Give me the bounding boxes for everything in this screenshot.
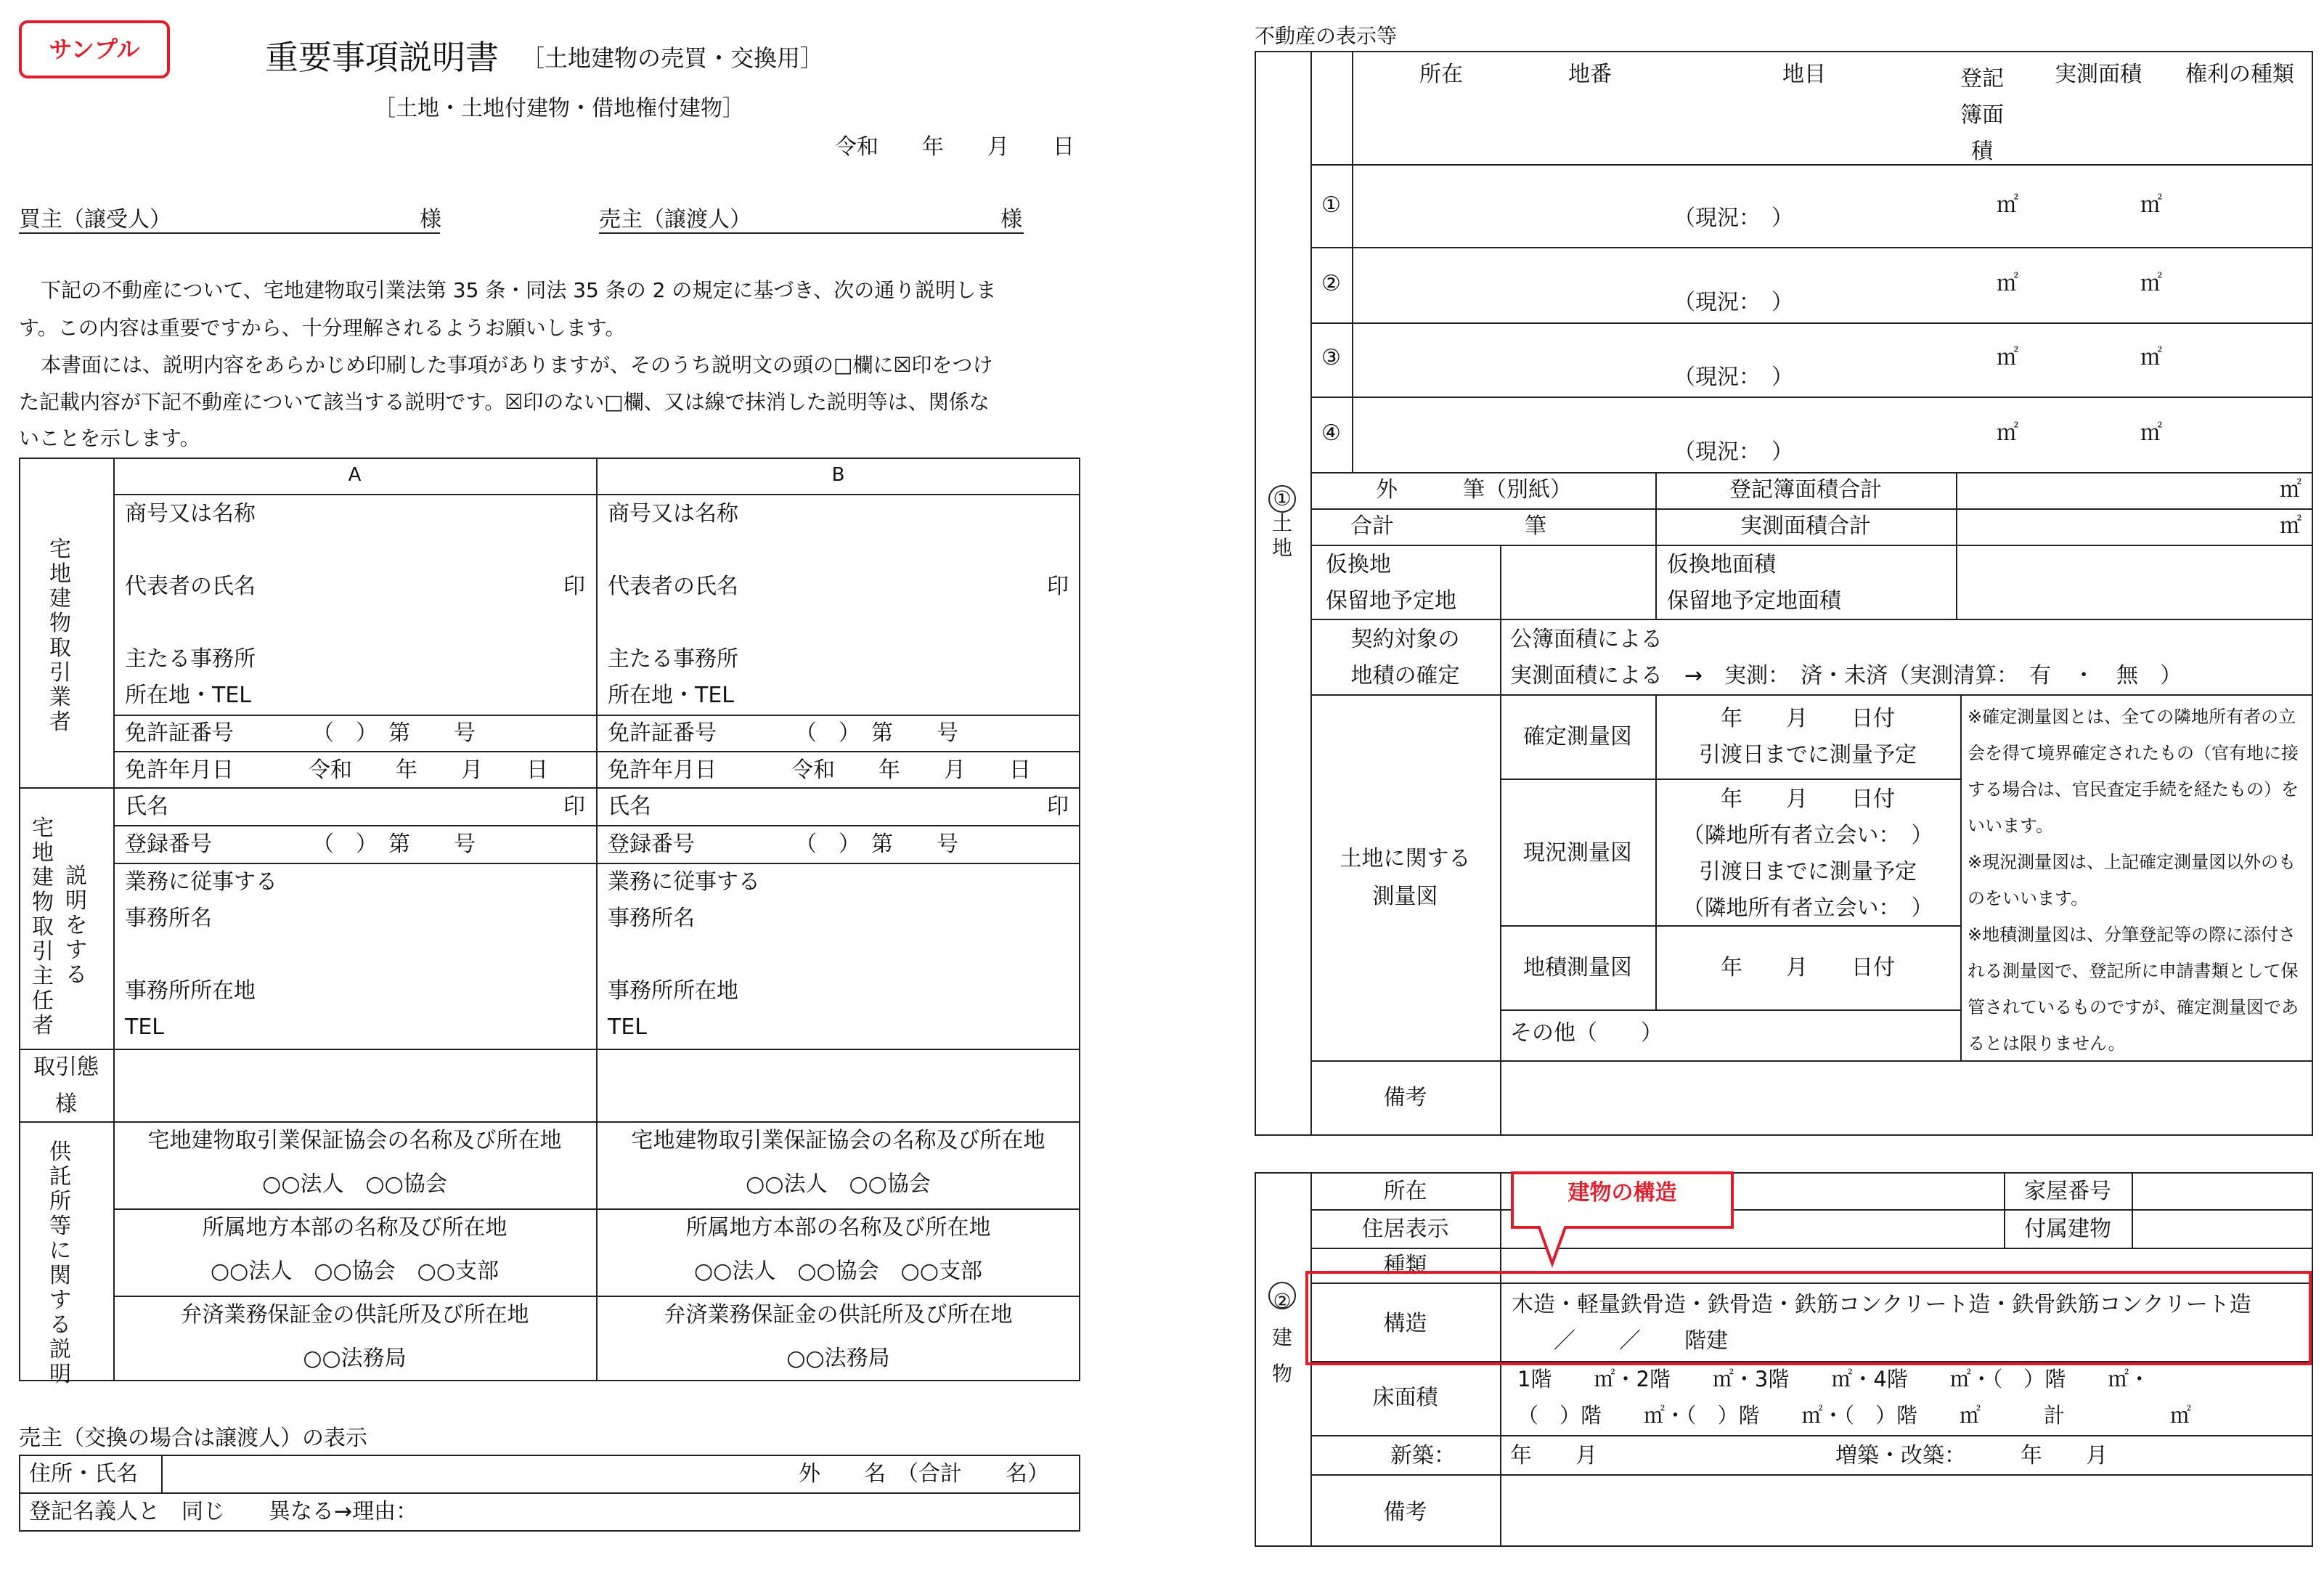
- b-deposit-name: 弁済業務保証金の供託所及び所在地: [664, 1302, 1013, 1328]
- building-structure: 構造: [1383, 1311, 1427, 1336]
- land-row-3-sqm-b: ㎡: [2140, 345, 2162, 370]
- land-section: ①土地: [1271, 487, 1292, 560]
- land-row-3-sqm-a: ㎡: [1997, 345, 2018, 370]
- building-structure-value: 木造・軽量鉄骨造・鉄骨造・鉄筋コンクリート造・鉄骨鉄筋コンクリート造: [1512, 1292, 2251, 1317]
- building-remarks: 備考: [1383, 1500, 1427, 1525]
- b-assoc-name: 宅地建物取引業保証協会の名称及び所在地: [631, 1128, 1045, 1153]
- a-office-address: 事務所所在地: [125, 978, 256, 1004]
- b-license-no-fmt: （ ） 第 号: [795, 720, 958, 746]
- survey-current: 現況測量図: [1523, 840, 1632, 866]
- seller-count: 外 名 （合計 名）: [799, 1461, 1049, 1487]
- land-col-measured: 実測面積: [2055, 62, 2142, 87]
- building-type: 種類: [1383, 1253, 1427, 1278]
- land-row-1-sqm-a: ㎡: [1997, 192, 2018, 218]
- a-branch-name: 所属地方本部の名称及び所在地: [202, 1215, 507, 1240]
- seller-display-heading: 売主（交換の場合は譲渡人）の表示: [19, 1426, 367, 1451]
- land-col-category: 地目: [1782, 62, 1826, 87]
- building-floor-line-1: 1階 ㎡・2階 ㎡・3階 ㎡・4階 ㎡・（ ）階 ㎡・: [1517, 1367, 2150, 1391]
- building-floors-value: ／ ／ 階建: [1554, 1328, 1728, 1354]
- page-title-sub: ［土地建物の売買・交換用］: [521, 44, 824, 72]
- land-survey-label-b: 測量図: [1372, 884, 1438, 909]
- a-license-date-fmt: 令和 年 月 日: [309, 757, 548, 783]
- land-row-3: ③: [1321, 345, 1341, 370]
- land-row-2: ②: [1321, 271, 1341, 296]
- a-tel: TEL: [125, 1015, 164, 1040]
- callout-label: 建物の構造: [1567, 1180, 1677, 1206]
- survey-cadastral-date: 年 月 日付: [1721, 955, 1895, 980]
- a-office: 主たる事務所: [125, 646, 256, 672]
- document-date: 令和 年 月 日: [835, 134, 1075, 160]
- page-title: 重要事項説明書: [265, 38, 499, 77]
- land-measured-total: 実測面積合計: [1740, 513, 1871, 539]
- a-assoc-val: ○○法人 ○○協会: [262, 1171, 447, 1197]
- land-total: 合計 筆: [1350, 513, 1546, 539]
- building-annex: 付属建物: [2024, 1216, 2111, 1242]
- a-trade-name: 商号又は名称: [125, 501, 256, 527]
- survey-note-3: ※地積測量図は、分筆登記等の際に添付される測量図で、登記所に申請書類として保管されているものですが、確定測量図であるとは限りません。: [1968, 924, 2299, 1054]
- survey-current-neighbor-2: （隣地所有者立会い： ）: [1682, 895, 1933, 921]
- b-name-seal: 印: [1047, 794, 1069, 819]
- b-branch-name: 所属地方本部の名称及び所在地: [685, 1215, 991, 1240]
- b-license-date: 免許年月日: [608, 757, 717, 783]
- land-row-4: ④: [1321, 420, 1341, 446]
- land-contract-label-b: 地積の確定: [1350, 663, 1460, 688]
- a-name: 氏名: [125, 794, 168, 819]
- land-row-1-current: （現況： ）: [1673, 206, 1793, 231]
- land-registry-total: 登記簿面積合計: [1729, 477, 1882, 503]
- b-license-no: 免許証番号: [608, 720, 717, 746]
- page-subtitle: ［土地・土地付建物・借地権付建物］: [374, 96, 744, 121]
- a-working: 業務に従事する: [125, 869, 277, 895]
- seller-registered: 登記名義人と 同じ 異なる→理由：: [29, 1499, 418, 1524]
- building-residence: 住居表示: [1361, 1216, 1449, 1242]
- survey-current-date: 年 月 日付: [1721, 786, 1895, 812]
- land-row-4-sqm-b: ㎡: [2140, 420, 2162, 446]
- intro-line-4: た記載内容が下記不動産について該当する説明です。☒印のない□欄、又は線で抹消した説明等は、関係な: [19, 390, 990, 414]
- a-rep-name: 代表者の氏名: [125, 574, 256, 599]
- a-deposit-val: ○○法務局: [303, 1346, 407, 1371]
- a-reg-no: 登録番号: [125, 832, 212, 857]
- land-provisional: 仮換地: [1326, 552, 1391, 577]
- b-office-address: 事務所所在地: [608, 978, 738, 1004]
- b-trade-name: 商号又は名称: [608, 501, 738, 527]
- col-b-header: B: [831, 464, 845, 486]
- col-a-header: A: [348, 464, 362, 486]
- survey-confirmed-planned: 引渡日までに測量予定: [1699, 742, 1917, 768]
- a-license-date: 免許年月日: [125, 757, 234, 783]
- building-extension: 増築・改築： 年 月: [1835, 1443, 2108, 1468]
- property-heading: 不動産の表示等: [1255, 24, 1398, 48]
- a-license-no-fmt: （ ） 第 号: [312, 720, 476, 746]
- seller-label: 売主（譲渡人）: [599, 207, 751, 232]
- deal-type-label-b: 様: [55, 1092, 77, 1117]
- b-deposit-val: ○○法務局: [786, 1346, 890, 1371]
- b-rep-name: 代表者の氏名: [608, 574, 738, 599]
- land-remarks: 備考: [1383, 1085, 1427, 1110]
- section-manager: 宅地建物取引主任者: [32, 816, 54, 1038]
- survey-confirmed: 確定測量図: [1523, 724, 1632, 749]
- survey-note-2: ※現況測量図は、上記確定測量図以外のものをいいます。: [1968, 852, 2296, 909]
- a-license-no: 免許証番号: [125, 720, 234, 746]
- land-row-1: ①: [1321, 192, 1341, 218]
- intro-line-1: 下記の不動産について、宅地建物取引業法第 35 条・同法 35 条の 2 の規定に基づき、次の通り説明しま: [41, 278, 997, 302]
- b-working: 業務に従事する: [608, 869, 760, 895]
- b-assoc-val: ○○法人 ○○協会: [746, 1171, 931, 1197]
- land-contract-label-a: 契約対象の: [1350, 627, 1460, 652]
- b-rep-seal: 印: [1047, 574, 1069, 599]
- intro-line-3: 本書面には、説明内容をあらかじめ印刷した事項がありますが、そのうち説明文の頭の□欄に☒印をつけ: [41, 353, 993, 377]
- land-col-rights: 権利の種類: [2185, 62, 2294, 87]
- b-address-tel: 所在地・TEL: [608, 683, 734, 708]
- a-office-name: 事務所名: [125, 906, 212, 931]
- building-section: ②建物: [1271, 1289, 1292, 1386]
- land-reserved: 保留地予定地: [1326, 588, 1456, 614]
- land-col-lot: 地番: [1568, 62, 1612, 87]
- section-manager-explain: 説明をする: [65, 863, 87, 988]
- buyer-label: 買主（譲受人）: [19, 207, 171, 232]
- intro-line-2: す。この内容は重要ですから、十分理解されるようお願いします。: [19, 316, 626, 340]
- buyer-sama: 様: [420, 207, 441, 232]
- land-row-2-sqm-b: ㎡: [2140, 271, 2162, 296]
- a-reg-no-fmt: （ ） 第 号: [312, 832, 476, 857]
- land-col-location: 所在: [1419, 62, 1463, 87]
- land-by-measured: 実測面積による → 実測： 済・未済（実測清算： 有 ・ 無 ）: [1510, 663, 2182, 688]
- land-others: 外 筆（別紙）: [1376, 477, 1572, 503]
- building-floor-area: 床面積: [1372, 1385, 1438, 1410]
- b-office: 主たる事務所: [608, 646, 738, 672]
- a-name-seal: 印: [563, 794, 585, 819]
- land-row-1-sqm-b: ㎡: [2140, 192, 2162, 218]
- land-measured-total-sqm: ㎡: [2280, 513, 2301, 539]
- survey-note-1: ※確定測量図とは、全ての隣地所有者の立会を得て境界確定されたもの（官有地に接する場合は、官民査定手続を経たもの）をいいます。: [1968, 707, 2299, 836]
- land-row-4-sqm-a: ㎡: [1997, 420, 2018, 446]
- building-house-no: 家屋番号: [2024, 1179, 2111, 1204]
- section-deposit: 供託所等に関する説明: [49, 1139, 71, 1387]
- b-license-date-fmt: 令和 年 月 日: [791, 757, 1031, 783]
- a-address-tel: 所在地・TEL: [125, 683, 251, 708]
- structure-highlight: [1305, 1271, 2312, 1365]
- b-reg-no: 登録番号: [608, 832, 695, 857]
- b-tel: TEL: [608, 1015, 647, 1040]
- intro-line-5: いことを示します。: [19, 426, 200, 450]
- building-location: 所在: [1383, 1179, 1427, 1204]
- land-provisional-area: 仮換地面積: [1667, 552, 1776, 577]
- seller-address-name: 住所・氏名: [29, 1461, 138, 1487]
- land-row-2-sqm-a: ㎡: [1997, 271, 2018, 296]
- building-floor-line-2: （ ）階 ㎡・（ ）階 ㎡・（ ）階 ㎡ 計 ㎡: [1517, 1403, 2192, 1428]
- land-row-3-current: （現況： ）: [1673, 365, 1793, 390]
- survey-cadastral: 地積測量図: [1523, 955, 1632, 980]
- b-branch-val: ○○法人 ○○協会 ○○支部: [693, 1259, 983, 1284]
- a-deposit-name: 弁済業務保証金の供託所及び所在地: [180, 1302, 529, 1328]
- b-name: 氏名: [608, 794, 651, 819]
- a-rep-seal: 印: [563, 574, 585, 599]
- building-new: 新築： 年 月: [1390, 1443, 1597, 1468]
- land-registry-total-sqm: ㎡: [2280, 477, 2301, 503]
- a-branch-val: ○○法人 ○○協会 ○○支部: [210, 1259, 500, 1284]
- survey-current-neighbor-1: （隣地所有者立会い： ）: [1682, 823, 1933, 848]
- section-dealer: 宅地建物取引業者: [49, 537, 71, 735]
- survey-other: その他（ ）: [1510, 1020, 1663, 1046]
- land-survey-label-a: 土地に関する: [1340, 846, 1471, 871]
- survey-current-planned: 引渡日までに測量予定: [1699, 859, 1917, 885]
- sample-label: サンプル: [49, 36, 140, 63]
- survey-confirmed-date: 年 月 日付: [1721, 706, 1895, 731]
- b-office-name: 事務所名: [608, 906, 695, 931]
- land-col-registry: 登記簿面積: [1960, 66, 2004, 164]
- land-by-registry: 公簿面積による: [1510, 627, 1663, 652]
- b-reg-no-fmt: （ ） 第 号: [795, 832, 958, 857]
- land-row-2-current: （現況： ）: [1673, 290, 1793, 315]
- a-assoc-name: 宅地建物取引業保証協会の名称及び所在地: [147, 1128, 562, 1153]
- seller-sama: 様: [1000, 207, 1022, 232]
- deal-type-label-a: 取引態: [33, 1054, 99, 1080]
- land-reserved-area: 保留地予定地面積: [1667, 588, 1841, 614]
- land-row-4-current: （現況： ）: [1673, 439, 1793, 465]
